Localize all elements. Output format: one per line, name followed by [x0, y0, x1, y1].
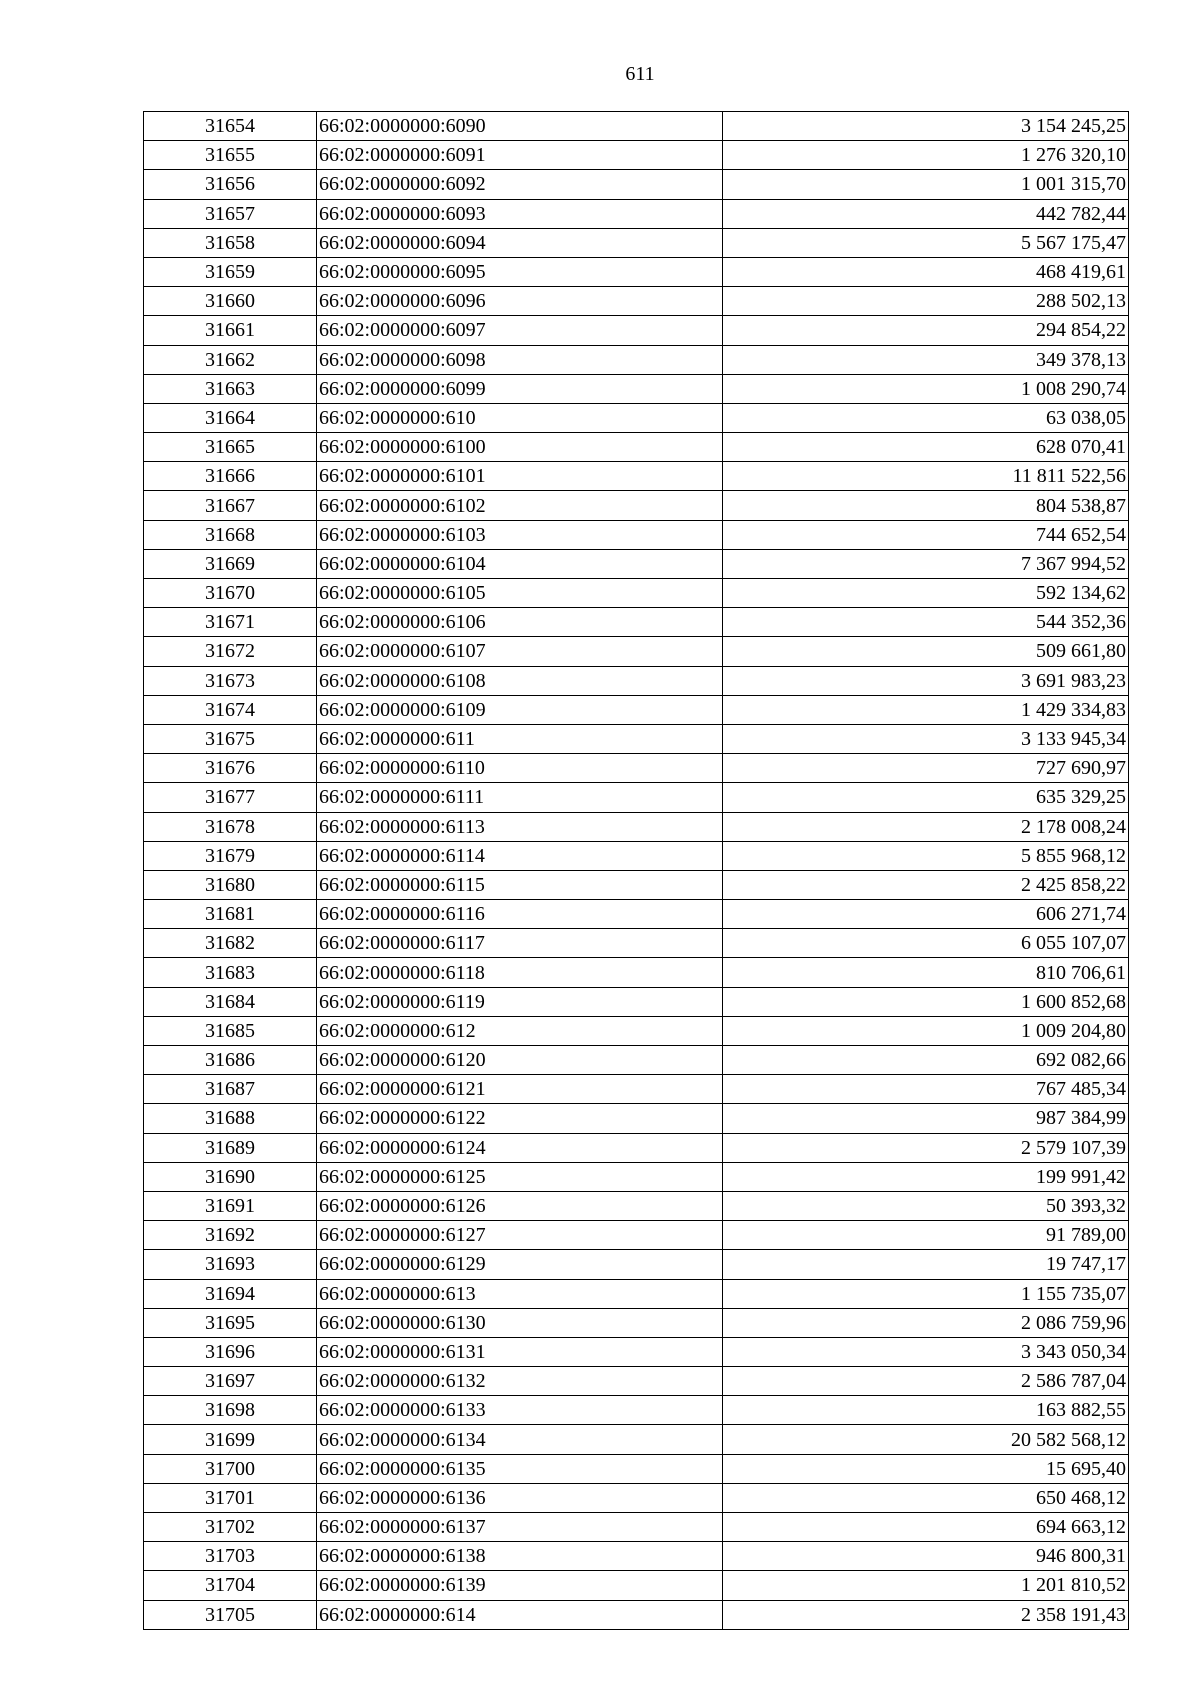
table-row: [144, 1571, 1129, 1600]
table-row: [144, 170, 1129, 199]
table-row: [144, 199, 1129, 228]
cadastral-number-cell: 66:02:0000000:6133: [317, 1396, 723, 1425]
table-row: [144, 112, 1129, 141]
row-number-cell: 31671: [144, 608, 317, 637]
cadastral-number-cell: 66:02:0000000:6105: [317, 579, 723, 608]
row-number-cell: 31679: [144, 841, 317, 870]
cadastral-number-cell: 66:02:0000000:6135: [317, 1454, 723, 1483]
cadastral-number-cell: 66:02:0000000:6108: [317, 666, 723, 695]
row-number-cell: 31669: [144, 549, 317, 578]
cadastral-number-cell: 66:02:0000000:613: [317, 1279, 723, 1308]
row-number-cell: 31663: [144, 374, 317, 403]
cadastral-number-cell: 66:02:0000000:6139: [317, 1571, 723, 1600]
row-number-cell: 31681: [144, 900, 317, 929]
table-row: [144, 1191, 1129, 1220]
cadastral-number-cell: 66:02:0000000:6132: [317, 1367, 723, 1396]
table-row: [144, 433, 1129, 462]
cadastral-value-cell: 15 695,40: [723, 1454, 1129, 1483]
cadastral-value-cell: 19 747,17: [723, 1250, 1129, 1279]
row-number-cell: 31672: [144, 637, 317, 666]
cadastral-value-cell: 1 008 290,74: [723, 374, 1129, 403]
cadastral-value-cell: 63 038,05: [723, 403, 1129, 432]
row-number-cell: 31688: [144, 1104, 317, 1133]
table-row: [144, 1279, 1129, 1308]
row-number-cell: 31660: [144, 287, 317, 316]
row-number-cell: 31705: [144, 1600, 317, 1629]
cadastral-value-cell: 804 538,87: [723, 491, 1129, 520]
cadastral-number-cell: 66:02:0000000:6104: [317, 549, 723, 578]
table-row: [144, 1133, 1129, 1162]
table-row: [144, 1600, 1129, 1629]
cadastral-number-cell: 66:02:0000000:6127: [317, 1221, 723, 1250]
row-number-cell: 31654: [144, 112, 317, 141]
row-number-cell: 31695: [144, 1308, 317, 1337]
row-number-cell: 31682: [144, 929, 317, 958]
cadastral-value-cell: 11 811 522,56: [723, 462, 1129, 491]
cadastral-number-cell: 66:02:0000000:6121: [317, 1075, 723, 1104]
cadastral-value-cell: 592 134,62: [723, 579, 1129, 608]
cadastral-value-cell: 20 582 568,12: [723, 1425, 1129, 1454]
row-number-cell: 31661: [144, 316, 317, 345]
cadastral-value-cell: 692 082,66: [723, 1046, 1129, 1075]
cadastral-number-cell: 66:02:0000000:6097: [317, 316, 723, 345]
cadastral-value-cell: 5 855 968,12: [723, 841, 1129, 870]
cadastral-value-cell: 694 663,12: [723, 1513, 1129, 1542]
table-row: [144, 1250, 1129, 1279]
row-number-cell: 31683: [144, 958, 317, 987]
row-number-cell: 31699: [144, 1425, 317, 1454]
row-number-cell: 31657: [144, 199, 317, 228]
table-row: [144, 1046, 1129, 1075]
cadastral-value-cell: 294 854,22: [723, 316, 1129, 345]
cadastral-number-cell: 66:02:0000000:6107: [317, 637, 723, 666]
cadastral-value-cell: 163 882,55: [723, 1396, 1129, 1425]
cadastral-number-cell: 66:02:0000000:6096: [317, 287, 723, 316]
cadastral-number-cell: 66:02:0000000:6136: [317, 1483, 723, 1512]
cadastral-value-cell: 946 800,31: [723, 1542, 1129, 1571]
table-row: [144, 1454, 1129, 1483]
row-number-cell: 31698: [144, 1396, 317, 1425]
table-row: [144, 724, 1129, 753]
cadastral-number-cell: 66:02:0000000:6095: [317, 257, 723, 286]
cadastral-value-cell: 91 789,00: [723, 1221, 1129, 1250]
cadastral-number-cell: 66:02:0000000:6102: [317, 491, 723, 520]
table-row: [144, 316, 1129, 345]
table-row: [144, 754, 1129, 783]
table-row: [144, 958, 1129, 987]
row-number-cell: 31697: [144, 1367, 317, 1396]
cadastral-number-cell: 66:02:0000000:6092: [317, 170, 723, 199]
row-number-cell: 31684: [144, 987, 317, 1016]
cadastral-value-cell: 1 429 334,83: [723, 695, 1129, 724]
row-number-cell: 31689: [144, 1133, 317, 1162]
cadastral-value-cell: 6 055 107,07: [723, 929, 1129, 958]
table-body: [144, 112, 1129, 1630]
cadastral-number-cell: 66:02:0000000:6131: [317, 1337, 723, 1366]
row-number-cell: 31700: [144, 1454, 317, 1483]
cadastral-value-cell: 635 329,25: [723, 783, 1129, 812]
row-number-cell: 31686: [144, 1046, 317, 1075]
row-number-cell: 31658: [144, 228, 317, 257]
cadastral-number-cell: 66:02:0000000:6125: [317, 1162, 723, 1191]
row-number-cell: 31662: [144, 345, 317, 374]
cadastral-value-cell: 767 485,34: [723, 1075, 1129, 1104]
row-number-cell: 31673: [144, 666, 317, 695]
cadastral-value-cell: 349 378,13: [723, 345, 1129, 374]
row-number-cell: 31693: [144, 1250, 317, 1279]
cadastral-number-cell: 66:02:0000000:6115: [317, 870, 723, 899]
cadastral-number-cell: 66:02:0000000:6119: [317, 987, 723, 1016]
cadastral-value-cell: 606 271,74: [723, 900, 1129, 929]
table-row: [144, 1104, 1129, 1133]
cadastral-number-cell: 66:02:0000000:6117: [317, 929, 723, 958]
cadastral-number-cell: 66:02:0000000:6100: [317, 433, 723, 462]
table-row: [144, 1308, 1129, 1337]
cadastral-number-cell: 66:02:0000000:6130: [317, 1308, 723, 1337]
table-row: [144, 374, 1129, 403]
row-number-cell: 31704: [144, 1571, 317, 1600]
table-row: [144, 491, 1129, 520]
cadastral-number-cell: 66:02:0000000:6126: [317, 1191, 723, 1220]
row-number-cell: 31674: [144, 695, 317, 724]
cadastral-number-cell: 66:02:0000000:6090: [317, 112, 723, 141]
row-number-cell: 31676: [144, 754, 317, 783]
cadastral-number-cell: 66:02:0000000:6134: [317, 1425, 723, 1454]
cadastral-value-cell: 2 579 107,39: [723, 1133, 1129, 1162]
row-number-cell: 31667: [144, 491, 317, 520]
row-number-cell: 31659: [144, 257, 317, 286]
cadastral-value-cell: 199 991,42: [723, 1162, 1129, 1191]
cadastral-value-cell: 744 652,54: [723, 520, 1129, 549]
cadastral-value-cell: 2 586 787,04: [723, 1367, 1129, 1396]
table-row: [144, 520, 1129, 549]
table-row: [144, 1337, 1129, 1366]
page-number: 611: [625, 63, 655, 85]
table-row: [144, 287, 1129, 316]
table-row: [144, 929, 1129, 958]
cadastral-number-cell: 66:02:0000000:6109: [317, 695, 723, 724]
row-number-cell: 31685: [144, 1016, 317, 1045]
row-number-cell: 31701: [144, 1483, 317, 1512]
row-number-cell: 31691: [144, 1191, 317, 1220]
cadastral-number-cell: 66:02:0000000:612: [317, 1016, 723, 1045]
cadastral-value-cell: 810 706,61: [723, 958, 1129, 987]
cadastral-value-cell: 468 419,61: [723, 257, 1129, 286]
row-number-cell: 31703: [144, 1542, 317, 1571]
table-row: [144, 1483, 1129, 1512]
cadastral-value-cell: 50 393,32: [723, 1191, 1129, 1220]
table-row: [144, 345, 1129, 374]
cadastral-value-cell: 442 782,44: [723, 199, 1129, 228]
row-number-cell: 31666: [144, 462, 317, 491]
cadastral-value-cell: 3 154 245,25: [723, 112, 1129, 141]
row-number-cell: 31690: [144, 1162, 317, 1191]
table-row: [144, 1075, 1129, 1104]
cadastral-value-cell: 2 086 759,96: [723, 1308, 1129, 1337]
cadastral-value-cell: 544 352,36: [723, 608, 1129, 637]
cadastral-number-cell: 66:02:0000000:6114: [317, 841, 723, 870]
cadastral-number-cell: 66:02:0000000:611: [317, 724, 723, 753]
row-number-cell: 31680: [144, 870, 317, 899]
row-number-cell: 31656: [144, 170, 317, 199]
table-row: [144, 1425, 1129, 1454]
cadastral-number-cell: 66:02:0000000:6124: [317, 1133, 723, 1162]
cadastral-value-cell: 7 367 994,52: [723, 549, 1129, 578]
table-row: [144, 549, 1129, 578]
cadastral-number-cell: 66:02:0000000:6106: [317, 608, 723, 637]
cadastral-value-cell: 1 155 735,07: [723, 1279, 1129, 1308]
row-number-cell: 31692: [144, 1221, 317, 1250]
table-row: [144, 1367, 1129, 1396]
table-row: [144, 579, 1129, 608]
cadastral-number-cell: 66:02:0000000:614: [317, 1600, 723, 1629]
cadastral-value-cell: 987 384,99: [723, 1104, 1129, 1133]
table-row: [144, 1162, 1129, 1191]
row-number-cell: 31675: [144, 724, 317, 753]
cadastral-number-cell: 66:02:0000000:6113: [317, 812, 723, 841]
cadastral-value-cell: 2 425 858,22: [723, 870, 1129, 899]
table-row: [144, 637, 1129, 666]
cadastral-number-cell: 66:02:0000000:6101: [317, 462, 723, 491]
cadastral-value-cell: 3 691 983,23: [723, 666, 1129, 695]
table-row: [144, 987, 1129, 1016]
row-number-cell: 31694: [144, 1279, 317, 1308]
row-number-cell: 31678: [144, 812, 317, 841]
cadastral-number-cell: 66:02:0000000:6103: [317, 520, 723, 549]
table-row: [144, 608, 1129, 637]
cadastral-value-cell: 509 661,80: [723, 637, 1129, 666]
cadastral-number-cell: 66:02:0000000:6110: [317, 754, 723, 783]
table-row: [144, 1513, 1129, 1542]
row-number-cell: 31677: [144, 783, 317, 812]
row-number-cell: 31696: [144, 1337, 317, 1366]
cadastral-value-cell: 1 276 320,10: [723, 141, 1129, 170]
cadastral-value-cell: 650 468,12: [723, 1483, 1129, 1512]
table-row: [144, 1016, 1129, 1045]
cadastral-number-cell: 66:02:0000000:6099: [317, 374, 723, 403]
table-row: [144, 257, 1129, 286]
table-row: [144, 870, 1129, 899]
cadastral-value-cell: 288 502,13: [723, 287, 1129, 316]
cadastral-value-cell: 3 343 050,34: [723, 1337, 1129, 1366]
table-row: [144, 462, 1129, 491]
cadastral-number-cell: 66:02:0000000:6116: [317, 900, 723, 929]
cadastral-value-cell: 2 178 008,24: [723, 812, 1129, 841]
row-number-cell: 31668: [144, 520, 317, 549]
row-number-cell: 31670: [144, 579, 317, 608]
cadastral-number-cell: 66:02:0000000:6111: [317, 783, 723, 812]
cadastral-number-cell: 66:02:0000000:6118: [317, 958, 723, 987]
table-row: [144, 812, 1129, 841]
table-row: [144, 783, 1129, 812]
cadastral-number-cell: 66:02:0000000:6091: [317, 141, 723, 170]
row-number-cell: 31655: [144, 141, 317, 170]
table-row: [144, 228, 1129, 257]
row-number-cell: 31665: [144, 433, 317, 462]
table-row: [144, 1396, 1129, 1425]
cadastral-value-cell: 1 009 204,80: [723, 1016, 1129, 1045]
cadastral-value-cell: 1 001 315,70: [723, 170, 1129, 199]
cadastral-number-cell: 66:02:0000000:6137: [317, 1513, 723, 1542]
cadastral-number-cell: 66:02:0000000:6129: [317, 1250, 723, 1279]
table-row: [144, 141, 1129, 170]
cadastral-number-cell: 66:02:0000000:6098: [317, 345, 723, 374]
row-number-cell: 31664: [144, 403, 317, 432]
table-row: [144, 403, 1129, 432]
cadastral-value-cell: 628 070,41: [723, 433, 1129, 462]
table-row: [144, 666, 1129, 695]
cadastral-value-cell: 1 201 810,52: [723, 1571, 1129, 1600]
table-row: [144, 695, 1129, 724]
row-number-cell: 31687: [144, 1075, 317, 1104]
cadastral-number-cell: 66:02:0000000:6094: [317, 228, 723, 257]
row-number-cell: 31702: [144, 1513, 317, 1542]
cadastral-value-cell: 1 600 852,68: [723, 987, 1129, 1016]
cadastral-value-cell: 3 133 945,34: [723, 724, 1129, 753]
cadastral-value-cell: 727 690,97: [723, 754, 1129, 783]
cadastral-number-cell: 66:02:0000000:6093: [317, 199, 723, 228]
table-row: [144, 900, 1129, 929]
cadastral-number-cell: 66:02:0000000:6122: [317, 1104, 723, 1133]
table-row: [144, 1542, 1129, 1571]
cadastral-value-table: [143, 111, 1129, 1630]
cadastral-number-cell: 66:02:0000000:6120: [317, 1046, 723, 1075]
table-row: [144, 841, 1129, 870]
cadastral-value-cell: 5 567 175,47: [723, 228, 1129, 257]
cadastral-value-cell: 2 358 191,43: [723, 1600, 1129, 1629]
table-row: [144, 1221, 1129, 1250]
cadastral-number-cell: 66:02:0000000:610: [317, 403, 723, 432]
cadastral-number-cell: 66:02:0000000:6138: [317, 1542, 723, 1571]
